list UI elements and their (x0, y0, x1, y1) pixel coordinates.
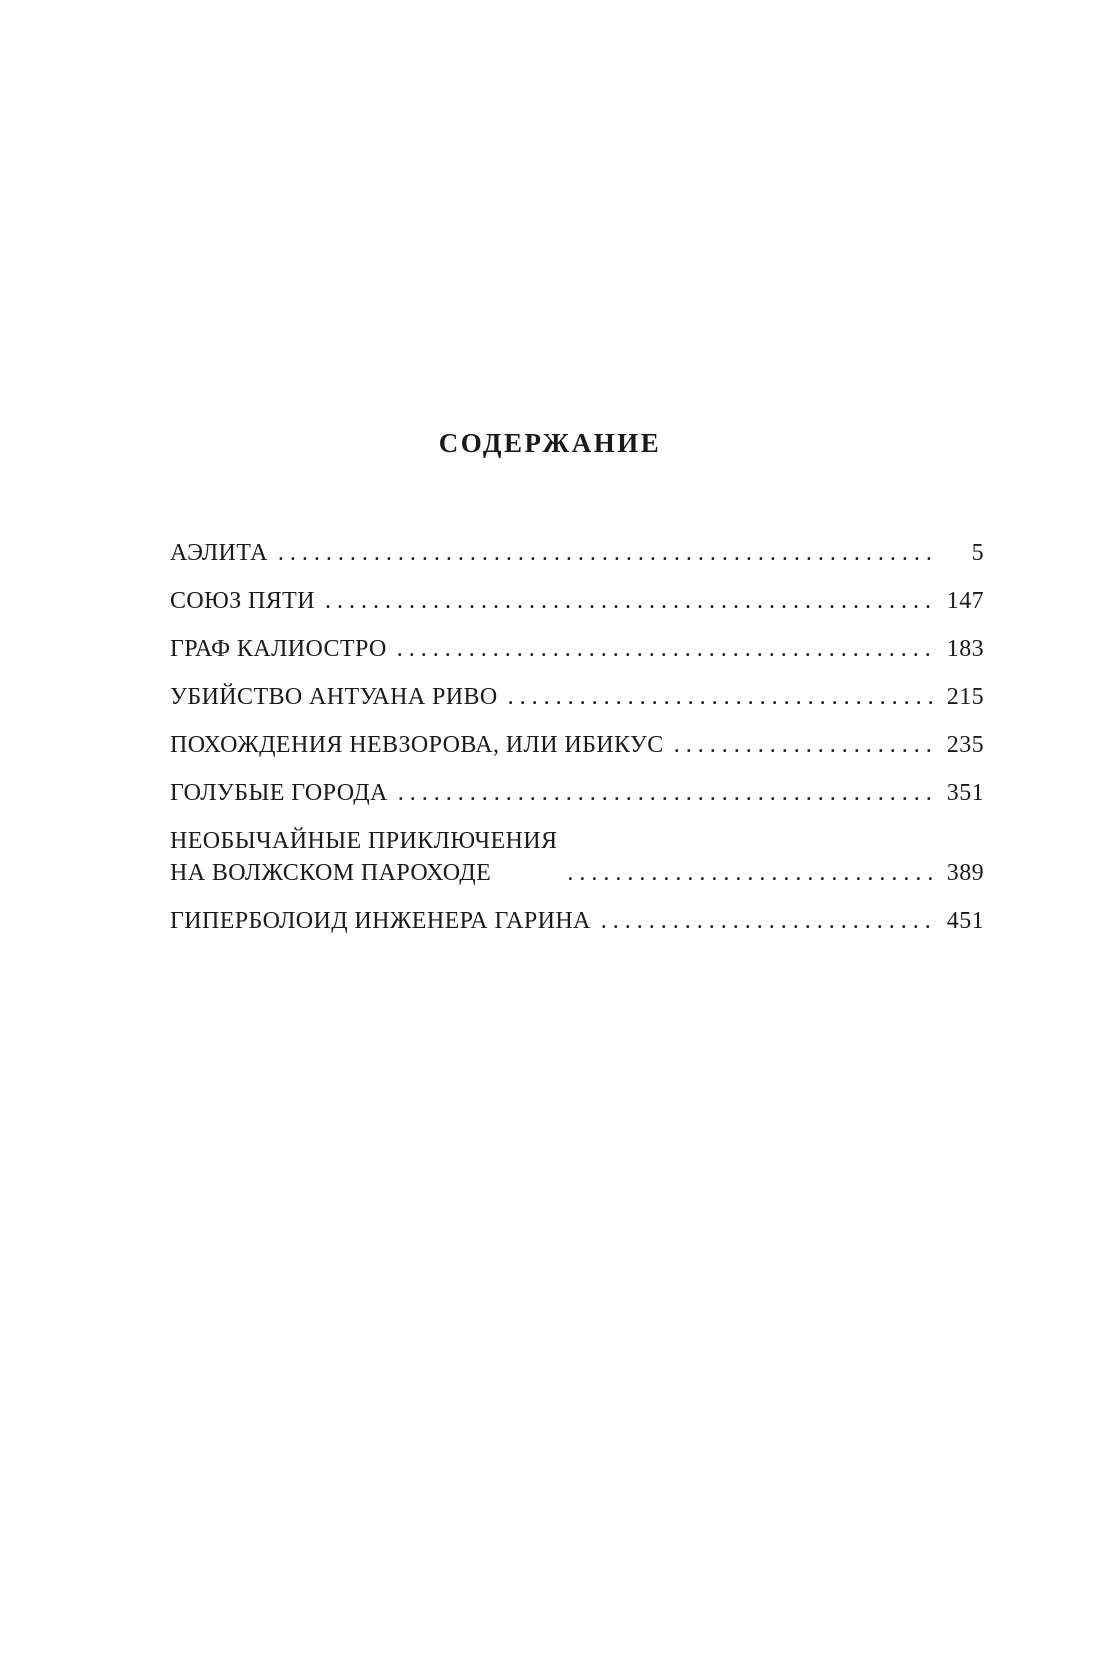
toc-leader-dots (325, 585, 938, 617)
toc-entry-title: УБИЙСТВО АНТУАНА РИВО (170, 684, 498, 710)
toc-list (170, 537, 984, 953)
toc-entry-page: 235 (946, 732, 984, 758)
toc-leader-dots (601, 905, 938, 937)
toc-entry-page: 5 (971, 540, 984, 566)
toc-entry-title: ПОХОЖДЕНИЯ НЕВЗОРОВА, ИЛИ ИБИКУС (170, 732, 664, 758)
toc-entry (170, 681, 984, 713)
toc-leader-dots (278, 537, 938, 569)
toc-entry-page: 351 (946, 780, 984, 806)
toc-entry (170, 777, 984, 809)
toc-entry-title: ГОЛУБЫЕ ГОРОДА (170, 780, 388, 806)
toc-leader-dots (398, 777, 938, 809)
toc-entry-title: СОЮЗ ПЯТИ (170, 588, 315, 614)
toc-entry-page: 451 (946, 908, 984, 934)
toc-entry (170, 585, 984, 617)
toc-entry (170, 537, 984, 569)
toc-entry (170, 905, 984, 937)
toc-entry-page: 183 (946, 636, 984, 662)
toc-leader-dots (508, 681, 938, 713)
toc-leader-dots (567, 857, 938, 889)
toc-entry-title: ГИПЕРБОЛОИД ИНЖЕНЕРА ГАРИНА (170, 908, 591, 934)
toc-entry-page: 215 (946, 684, 984, 710)
toc-leader-dots (397, 633, 938, 665)
toc-entry-title: НЕОБЫЧАЙНЫЕ ПРИКЛЮЧЕНИЯ НА ВОЛЖСКОМ ПАРОХОДЕ (170, 828, 558, 886)
toc-entry-page: 147 (946, 588, 984, 614)
toc-entry-page: 389 (946, 860, 984, 886)
toc-entry (170, 729, 984, 761)
toc-entry (170, 633, 984, 665)
toc-entry (170, 825, 984, 889)
toc-entry-title: ГРАФ КАЛИОСТРО (170, 636, 387, 662)
toc-heading: СОДЕРЖАНИЕ (438, 428, 662, 458)
toc-leader-dots (674, 729, 938, 761)
toc-entry-title: АЭЛИТА (170, 540, 268, 566)
